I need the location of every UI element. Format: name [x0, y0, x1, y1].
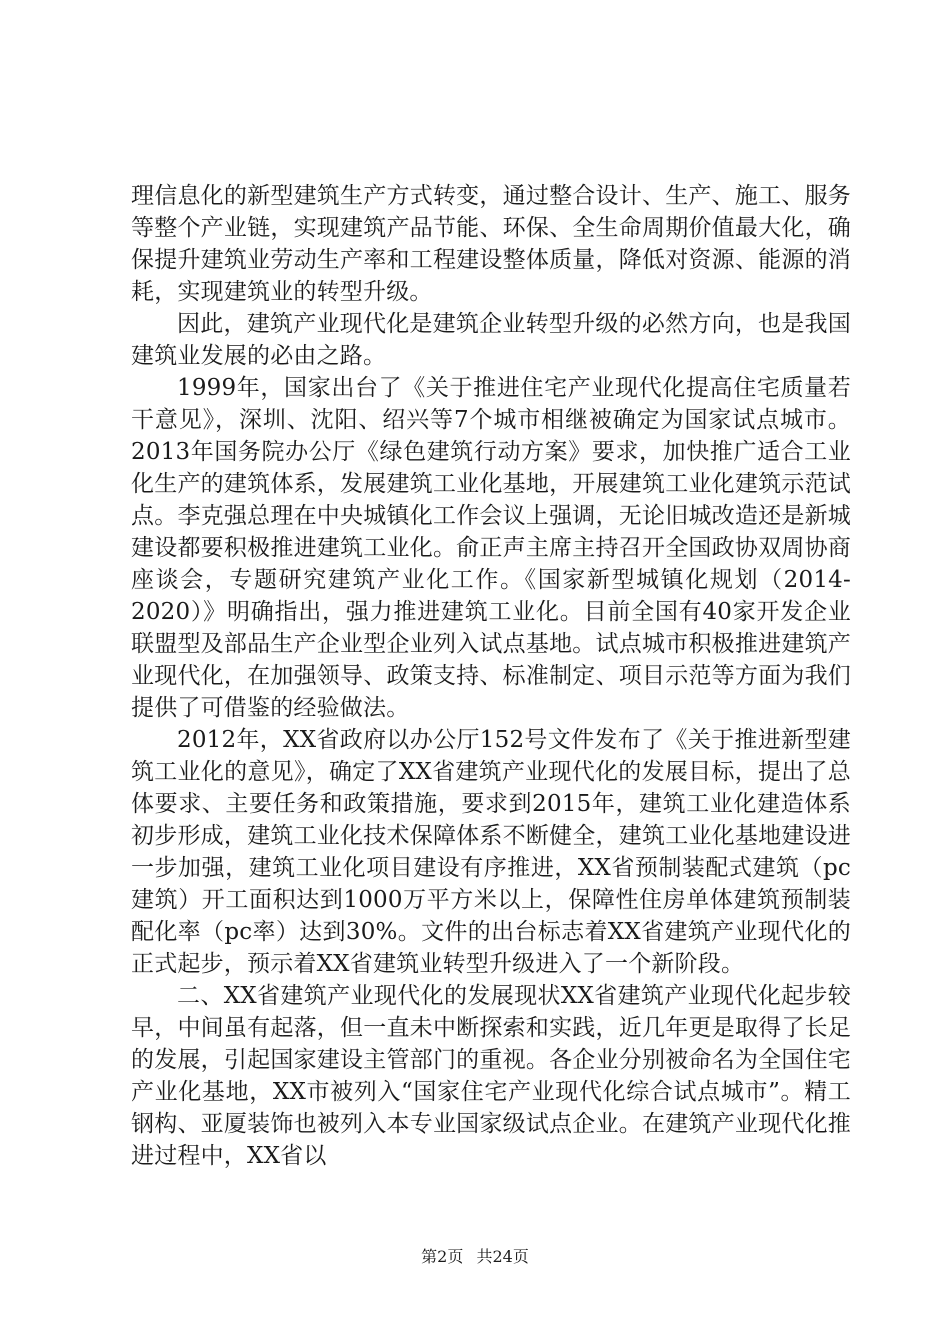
paragraph-provincial-policy: 2012年，XX省政府以办公厅152号文件发布了《关于推进新型建筑工业化的意见》，确定了XX省建筑产业现代化的发展目标，提出了总体要求、主要任务和政策措施，要求到2015年，建筑工业化建造体系初步形成，建筑工业化技术保障体系不断健全，建筑工业化基地建设进一步加强，建筑工业化项目建设有序推进，XX省预制装配式建筑（pc建筑）开工面积达到1000万平方米以上，保障性住房单体建筑预制装配化率（pc率）达到30%。文件的出台标志着XX省建筑产业现代化的正式起步，预示着XX省建筑业转型升级进入了一个新阶段。: [131, 727, 851, 977]
page-footer: [0, 1247, 950, 1267]
paragraph-conclusion: 因此，建筑产业现代化是建筑企业转型升级的必然方向，也是我国建筑业发展的必由之路。: [131, 311, 851, 369]
page-total: 共24页: [476, 1247, 529, 1266]
paragraph-continuation: 理信息化的新型建筑生产方式转变，通过整合设计、生产、施工、服务等整个产业链，实现建筑产品节能、环保、全生命周期价值最大化，确保提升建筑业劳动生产率和工程建设整体质量，降低对资源、能源的消耗，实现建筑业的转型升级。: [131, 183, 851, 305]
paragraph-development-status: 二、XX省建筑产业现代化的发展现状XX省建筑产业现代化起步较早，中间虽有起落，但一直未中断探索和实践，近几年更是取得了长足的发展，引起国家建设主管部门的重视。各企业分别被命名为全国住宅产业化基地，XX市被列入“国家住宅产业现代化综合试点城市”。精工钢构、亚厦装饰也被列入本专业国家级试点企业。在建筑产业现代化推进过程中，XX省以: [131, 983, 851, 1169]
paragraph-national-policy: 1999年，国家出台了《关于推进住宅产业现代化提高住宅质量若干意见》，深圳、沈阳、绍兴等7个城市相继被确定为国家试点城市。2013年国务院办公厅《绿色建筑行动方案》要求，加快推广适合工业化生产的建筑体系，发展建筑工业化基地，开展建筑工业化建筑示范试点。李克强总理在中央城镇化工作会议上强调，无论旧城改造还是新城建设都要积极推进建筑工业化。俞正声主席主持召开全国政协双周协商座谈会，专题研究建筑产业化工作。《国家新型城镇化规划（2014-2020）》明确指出，强力推进建筑工业化。目前全国有40家开发企业联盟型及部品生产企业型企业列入试点基地。试点城市积极推进建筑产业现代化，在加强领导、政策支持、标准制定、项目示范等方面为我们提供了可借鉴的经验做法。: [131, 375, 851, 721]
page-number: 第2页: [421, 1247, 464, 1266]
document-body: [131, 180, 851, 1172]
